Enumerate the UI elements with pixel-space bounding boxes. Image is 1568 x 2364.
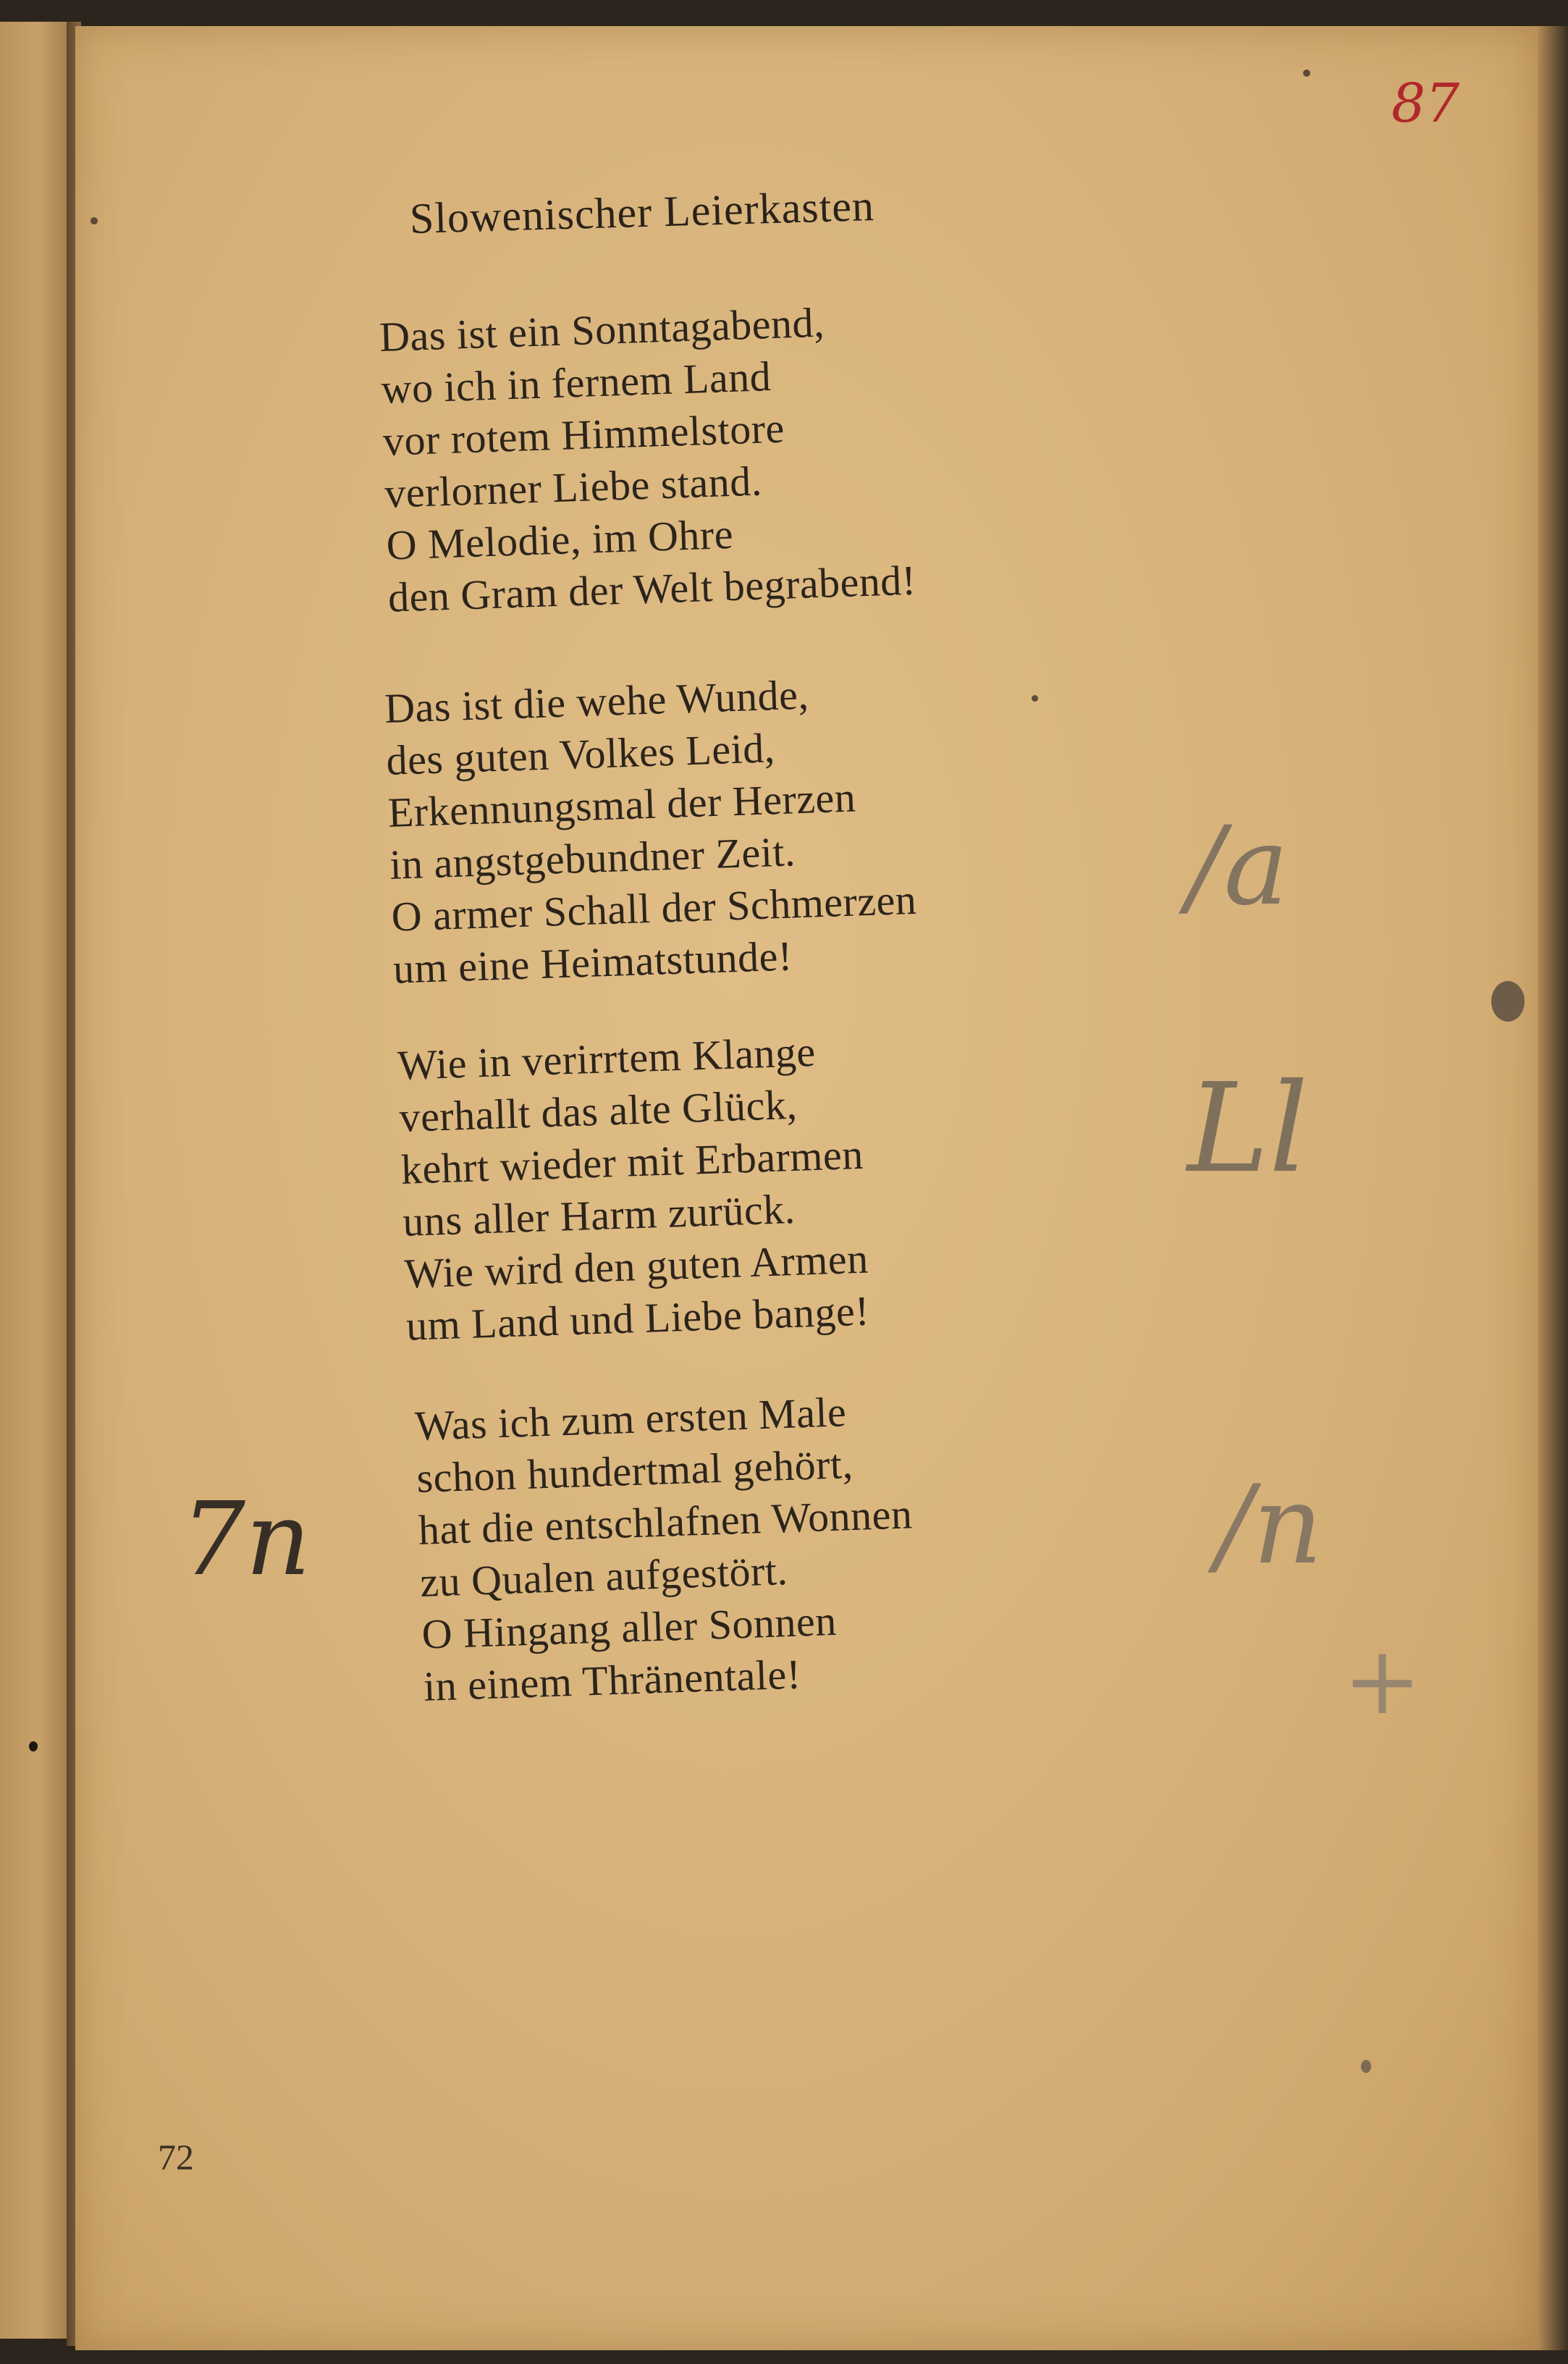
poem-line: in einem Thränentale! bbox=[423, 1650, 802, 1710]
pencil-plus-mark: + bbox=[1343, 1625, 1422, 1736]
poem-line: Erkennungsmal der Herzen bbox=[387, 773, 857, 836]
poem-line: O armer Schall der Schmerzen bbox=[390, 875, 918, 941]
poem-line: Was ich zum ersten Male bbox=[414, 1388, 848, 1450]
poem-line: in angstgebundner Zeit. bbox=[389, 828, 796, 888]
stanza-4 bbox=[414, 1384, 919, 1712]
stanza-2 bbox=[384, 665, 919, 996]
pencil-note-n: /n bbox=[1216, 1463, 1323, 1589]
poem-line: um Land und Liebe bange! bbox=[405, 1287, 870, 1350]
poem-line: O Melodie, im Ohre bbox=[385, 510, 734, 569]
pencil-note-ll: Ll bbox=[1187, 1057, 1309, 1200]
poem-line: Wie in verirrtem Klange bbox=[397, 1027, 817, 1089]
poem-line: vor rotem Himmelstore bbox=[382, 404, 785, 465]
poem-line: verhallt das alte Glück, bbox=[398, 1080, 798, 1141]
poem-line: kehrt wieder mit Erbarmen bbox=[400, 1130, 864, 1193]
poem-line: des guten Volkes Leid, bbox=[385, 724, 776, 784]
poem-line: zu Qualen aufgestört. bbox=[419, 1547, 789, 1606]
poem-line: Das ist die wehe Wunde, bbox=[384, 670, 810, 732]
stanza-1 bbox=[379, 294, 917, 624]
poem-line: verlorner Liebe stand. bbox=[384, 457, 763, 517]
page-number: 72 bbox=[158, 2137, 194, 2177]
poem-line: um eine Heimatstunde! bbox=[392, 932, 793, 993]
paper-speck bbox=[29, 1741, 38, 1751]
paper-speck bbox=[1303, 70, 1310, 77]
poem-line: uns aller Harm zurück. bbox=[402, 1185, 796, 1245]
page-right-edge bbox=[1538, 26, 1568, 2350]
poem-line: hat die entschlafnen Wonnen bbox=[417, 1490, 914, 1554]
paper-speck bbox=[1032, 695, 1038, 702]
paper-speck bbox=[90, 217, 98, 224]
paper-speck bbox=[1491, 981, 1525, 1022]
poem-line: schon hundertmal gehört, bbox=[416, 1439, 854, 1502]
paper-speck bbox=[1361, 2060, 1371, 2073]
facing-page-edge bbox=[0, 22, 69, 2339]
poem-line: Wie wird den guten Armen bbox=[403, 1234, 869, 1297]
poem-title: Slowenischer Leierkasten bbox=[409, 182, 875, 243]
pencil-note-a: /a bbox=[1187, 804, 1289, 930]
archive-folio-number: 87 bbox=[1391, 72, 1460, 135]
stanza-3 bbox=[397, 1025, 871, 1353]
ink-note-left-margin: 7n bbox=[181, 1481, 311, 1599]
poem-line: O Hingang aller Sonnen bbox=[421, 1597, 838, 1658]
poem-line: den Gram der Welt begrabend! bbox=[387, 556, 917, 621]
poem-line: wo ich in fernem Land bbox=[380, 353, 772, 413]
poem-line: Das ist ein Sonntagabend, bbox=[379, 298, 825, 361]
